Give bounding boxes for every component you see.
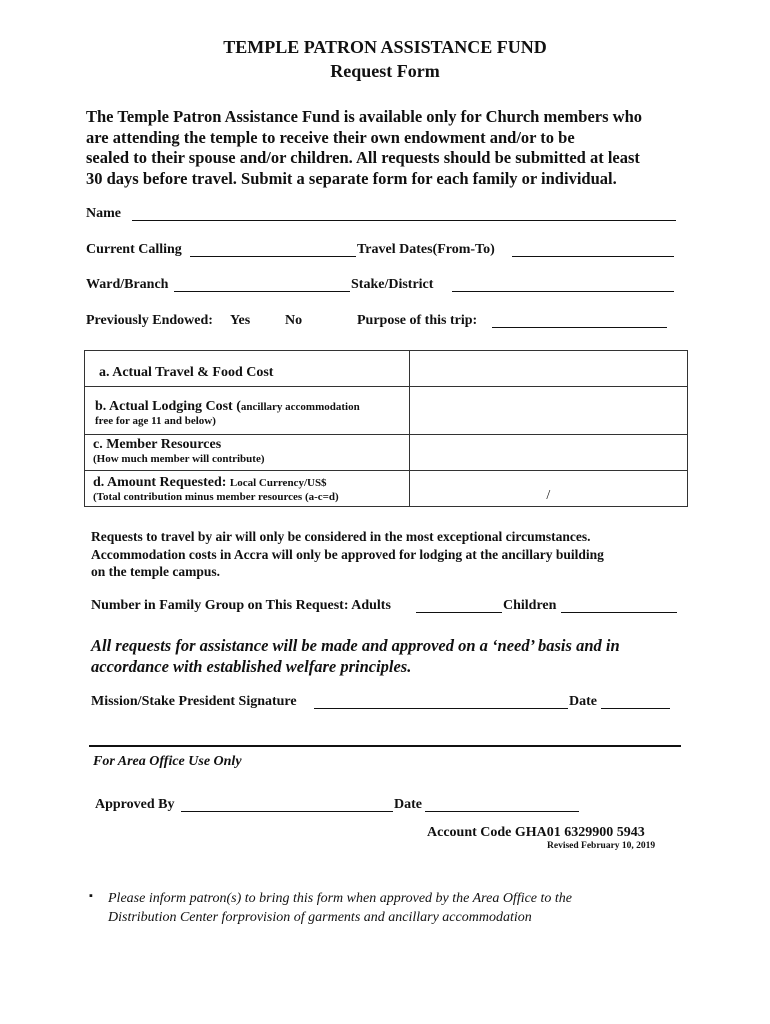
intro-line: sealed to their spouse and/or children. All requests should be submitted at least — [86, 148, 640, 167]
signature-label: Mission/Stake President Signature — [91, 694, 297, 709]
intro-line: The Temple Patron Assistance Fund is available only for Church members who — [86, 107, 643, 126]
signature-date-label: Date — [569, 694, 597, 709]
previously-endowed-label: Previously Endowed: — [86, 313, 213, 328]
amount-separator: / — [546, 488, 551, 503]
table-row — [85, 471, 688, 507]
footnote-line: Distribution Center forprovision of garments and ancillary accommodation — [108, 910, 532, 925]
intro-paragraph — [86, 107, 696, 189]
lodging-note: ancillary accommodation — [240, 401, 360, 413]
actual-lodging-cost-label: b. Actual Lodging Cost ( — [95, 399, 241, 414]
bullet-icon: ▪ — [89, 890, 93, 902]
note-line: Accommodation costs in Accra will only be approved for lodging at the ancillary building — [91, 546, 604, 562]
stake-district-label: Stake/District — [351, 277, 434, 292]
intro-line: 30 days before travel. Submit a separate form for each family or individual. — [86, 168, 617, 188]
footnote — [108, 889, 572, 927]
children-field[interactable] — [561, 612, 677, 613]
need-line: accordance with established welfare principles. — [91, 657, 412, 676]
current-calling-label: Current Calling — [86, 242, 182, 257]
table-row — [85, 435, 688, 471]
name-label: Name — [86, 206, 121, 221]
note-line: Requests to travel by air will only be considered in the most exceptional circumstances. — [91, 529, 591, 544]
actual-lodging-cost-value[interactable] — [409, 387, 687, 435]
section-divider — [89, 745, 681, 747]
approval-date-field[interactable] — [425, 811, 579, 812]
travel-dates-field[interactable] — [512, 256, 674, 257]
endowed-yes-option[interactable]: Yes — [230, 313, 251, 328]
member-resources-label-cell — [85, 435, 410, 471]
cost-table — [84, 350, 688, 507]
intro-line: are attending the temple to receive their own endowment and/or to be — [86, 127, 575, 147]
travel-dates-label: Travel Dates(From-To) — [357, 242, 495, 257]
actual-lodging-cost-label-cell — [85, 387, 410, 435]
signature-field[interactable] — [314, 708, 568, 709]
footnote-line: Please inform patron(s) to bring this form when approved by the Area Office to the — [108, 891, 573, 906]
office-use-heading: For Area Office Use Only — [93, 754, 242, 769]
purpose-field[interactable] — [492, 327, 667, 328]
amount-requested-label: d. Amount Requested: — [93, 475, 230, 490]
ward-branch-label: Ward/Branch — [86, 277, 169, 292]
table-row — [85, 387, 688, 435]
children-label: Children — [503, 598, 557, 613]
approved-by-field[interactable] — [181, 811, 393, 812]
amount-requested-value[interactable] — [409, 471, 687, 507]
signature-date-field[interactable] — [601, 708, 670, 709]
form-subtitle: Request Form — [330, 61, 440, 81]
member-resources-subnote: (How much member will contribute) — [93, 453, 265, 465]
need-statement — [91, 635, 620, 677]
stake-district-field[interactable] — [452, 291, 674, 292]
adults-field[interactable] — [416, 612, 502, 613]
actual-travel-cost-label: a. Actual Travel & Food Cost — [99, 365, 274, 380]
lodging-subnote: free for age 11 and below) — [95, 415, 216, 427]
form-title: TEMPLE PATRON ASSISTANCE FUND — [223, 37, 547, 57]
current-calling-field[interactable] — [190, 256, 356, 257]
table-row — [85, 351, 688, 387]
account-code: Account Code GHA01 6329900 5943 — [427, 825, 645, 840]
family-group-label: Number in Family Group on This Request: Adults — [91, 598, 391, 613]
travel-notes — [91, 528, 604, 581]
name-field[interactable] — [132, 220, 676, 221]
actual-travel-cost-label-cell — [85, 351, 410, 387]
member-resources-value[interactable] — [409, 435, 687, 471]
purpose-label: Purpose of this trip: — [357, 313, 478, 328]
approved-by-label: Approved By — [95, 797, 175, 812]
note-line: on the temple campus. — [91, 564, 220, 579]
member-resources-label: c. Member Resources — [93, 437, 222, 452]
currency-note: Local Currency/US$ — [229, 477, 327, 489]
revision-date: Revised February 10, 2019 — [547, 841, 656, 851]
actual-travel-cost-value[interactable] — [409, 351, 687, 387]
amount-requested-subnote: (Total contribution minus member resources (a-c=d) — [93, 491, 339, 503]
endowed-no-option[interactable]: No — [285, 313, 303, 328]
amount-requested-label-cell — [85, 471, 410, 507]
approval-date-label: Date — [394, 797, 422, 812]
need-line: All requests for assistance will be made and approved on a ‘need’ basis and in — [91, 636, 620, 655]
ward-branch-field[interactable] — [174, 291, 350, 292]
